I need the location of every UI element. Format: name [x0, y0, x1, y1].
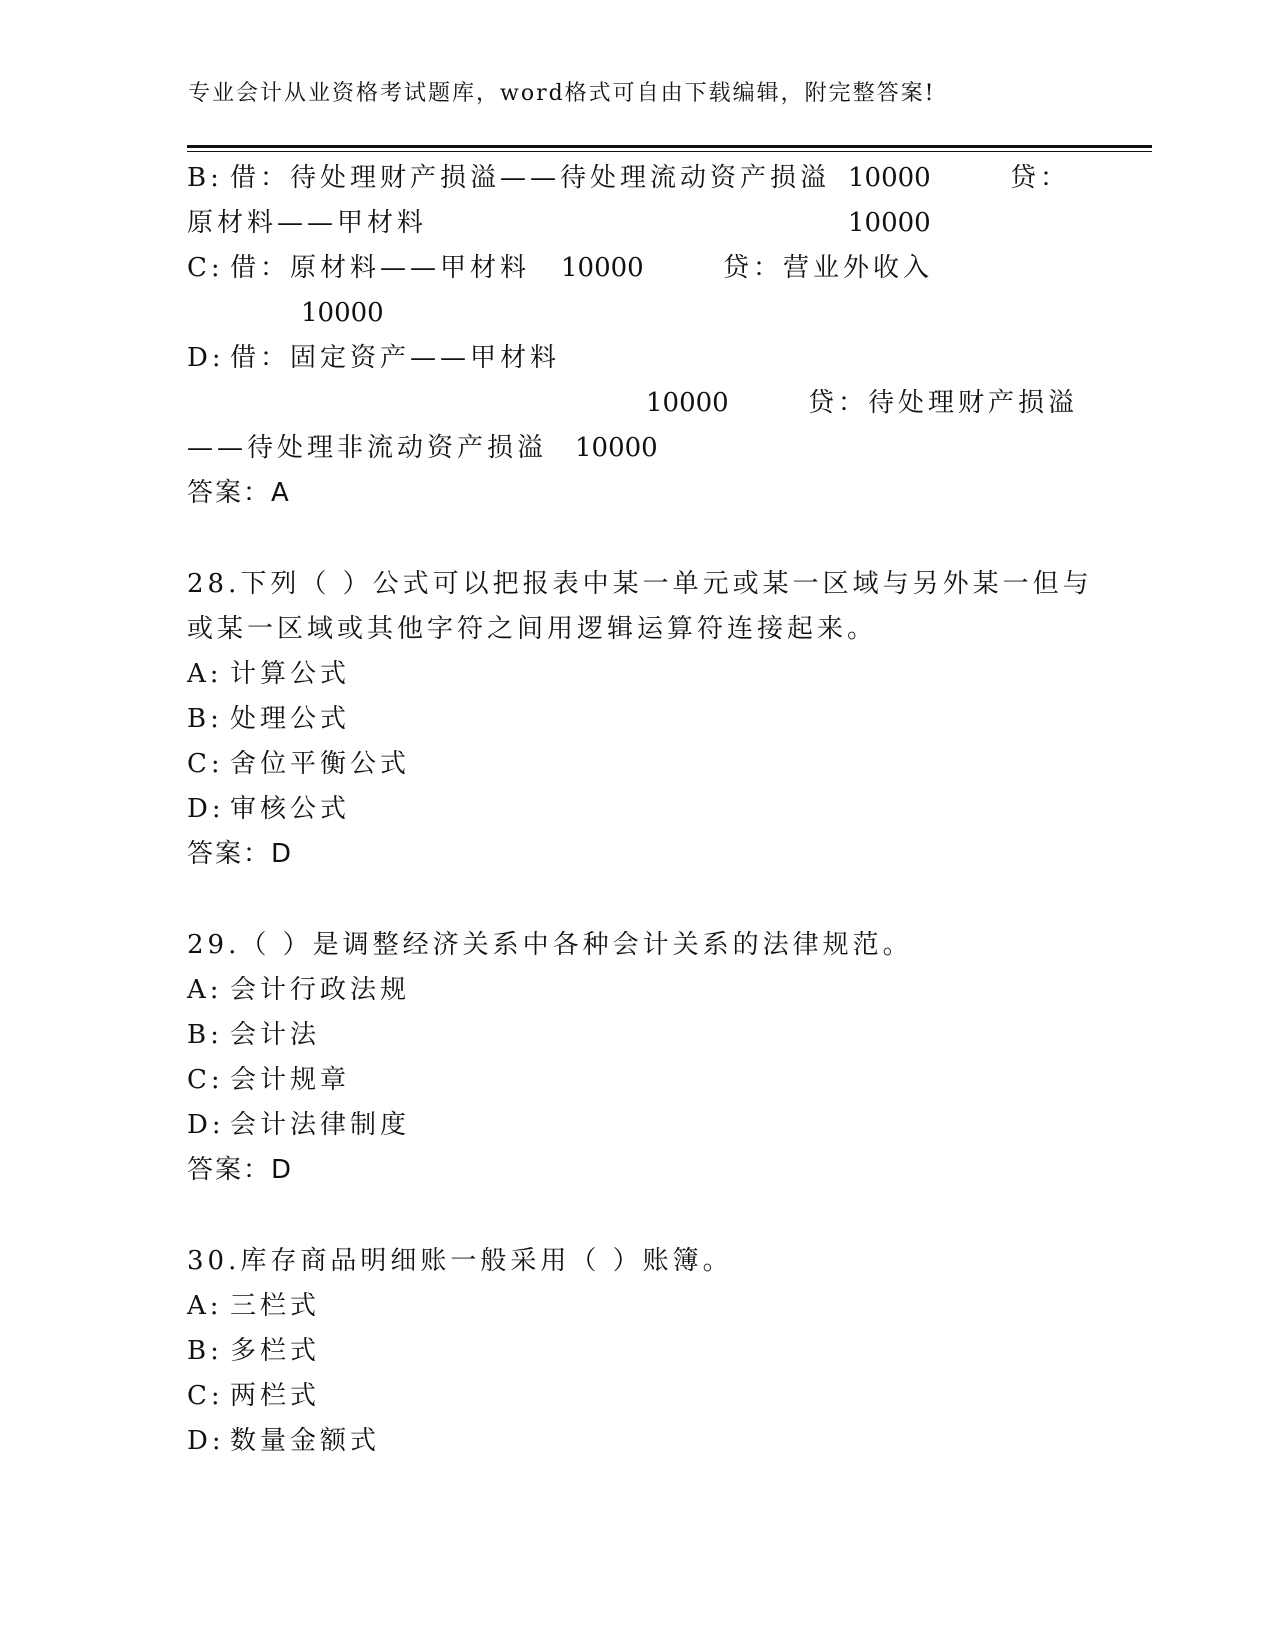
q29-option-b-label: B: — [187, 1020, 223, 1050]
q30-option-d-text: 数量金额式 — [230, 1426, 381, 1456]
q27-option-b-debit: 借：待处理财产损溢——待处理流动资产损溢 — [230, 163, 831, 193]
q28-stem-line1: 28.下列（ ）公式可以把报表中某一单元或某一区域与另外某一但与 — [187, 569, 1093, 599]
q28-option-a-label: A: — [187, 659, 223, 689]
q27-option-c-credit: 贷：营业外收入 — [723, 253, 934, 283]
q29-option-d-label: D: — [187, 1110, 225, 1140]
q29-answer: 答案：D — [187, 1155, 294, 1185]
q30-option-b-text: 多栏式 — [230, 1336, 321, 1366]
q29-option-a-label: A: — [187, 975, 223, 1005]
q30-option-a-label: A: — [187, 1291, 223, 1321]
q30-stem: 30.库存商品明细账一般采用（ ）账簿。 — [187, 1246, 733, 1276]
q27-option-d-credit-cont: ——待处理非流动资产损溢 — [187, 433, 548, 463]
q27-option-c-debit: 借：原材料——甲材料 — [230, 253, 531, 283]
q27-option-c-label: C: — [187, 253, 224, 283]
header-rule-thick — [187, 145, 1152, 148]
q28-option-c-label: C: — [187, 749, 224, 779]
q30-option-d-label: D: — [187, 1426, 225, 1456]
q29-option-a-text: 会计行政法规 — [230, 975, 411, 1005]
q28-option-c-text: 舍位平衡公式 — [230, 749, 411, 779]
q28-option-a-text: 计算公式 — [230, 659, 351, 689]
q30-option-a-text: 三栏式 — [230, 1291, 321, 1321]
q27-option-b-debit-amount: 10000 — [848, 163, 931, 193]
q27-option-d-credit: 贷：待处理财产损溢 — [808, 388, 1079, 418]
q27-option-b-label: B: — [187, 163, 223, 193]
q28-option-d-text: 审核公式 — [230, 794, 351, 824]
q28-option-b-text: 处理公式 — [230, 704, 351, 734]
q27-option-d-debit: 借：固定资产——甲材料 — [230, 343, 561, 373]
header-rule-thin — [187, 151, 1152, 152]
q27-option-d-label: D: — [187, 343, 225, 373]
q27-option-b-credit-amount: 10000 — [848, 208, 931, 238]
q29-option-c-text: 会计规章 — [230, 1065, 351, 1095]
q28-option-b-label: B: — [187, 704, 223, 734]
q30-option-c-text: 两栏式 — [230, 1381, 321, 1411]
q28-stem-line2: 或某一区域或其他字符之间用逻辑运算符连接起来。 — [187, 614, 878, 644]
q27-option-c-credit-amount: 10000 — [301, 298, 384, 328]
q27-option-b-credit-label: 贷： — [1010, 163, 1071, 193]
q27-option-b-credit-account: 原材料——甲材料 — [187, 208, 428, 238]
q29-option-c-label: C: — [187, 1065, 224, 1095]
q27-option-d-credit-amount: 10000 — [575, 433, 658, 463]
q30-option-b-label: B: — [187, 1336, 223, 1366]
q27-option-c-debit-amount: 10000 — [561, 253, 644, 283]
q27-answer: 答案：A — [187, 478, 291, 508]
q29-option-d-text: 会计法律制度 — [230, 1110, 411, 1140]
q28-answer: 答案：D — [187, 839, 294, 869]
q27-option-d-debit-amount: 10000 — [646, 388, 729, 418]
q28-option-d-label: D: — [187, 794, 225, 824]
page-header-note: 专业会计从业资格考试题库，word格式可自由下载编辑，附完整答案! — [188, 81, 936, 106]
q29-option-b-text: 会计法 — [230, 1020, 321, 1050]
q30-option-c-label: C: — [187, 1381, 224, 1411]
q29-stem: 29.（ ）是调整经济关系中各种会计关系的法律规范。 — [187, 930, 913, 960]
